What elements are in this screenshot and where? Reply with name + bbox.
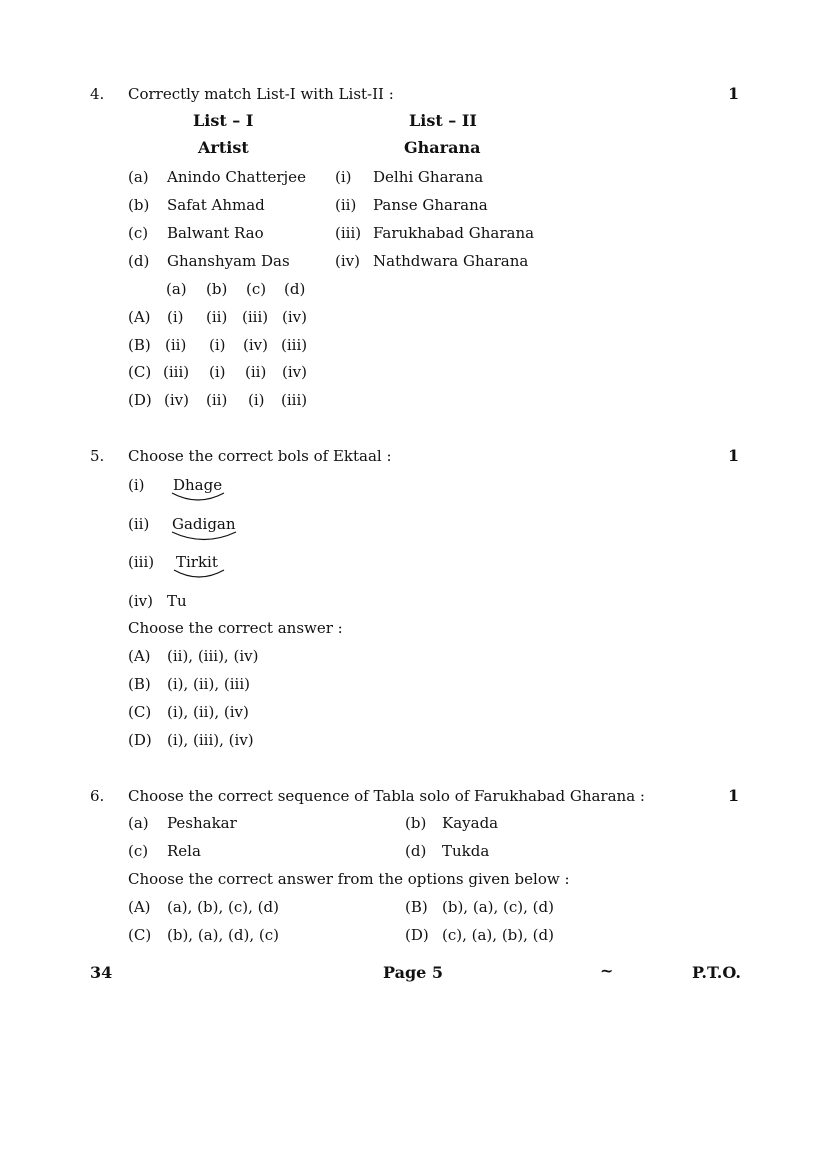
grid-header: (a) <box>166 280 187 298</box>
option-label: (D) <box>405 926 429 944</box>
option-value: (iii) <box>281 336 308 354</box>
option-text: (b), (a), (c), (d) <box>442 898 554 916</box>
list1-label: (d) <box>128 252 150 270</box>
bol-label: (iii) <box>128 553 155 571</box>
list1-item: Anindo Chatterjee <box>167 168 306 186</box>
bol-text: Gadigan <box>172 515 236 533</box>
list2-label: (iii) <box>335 224 362 242</box>
page-number: Page 5 <box>383 963 444 982</box>
q6-number: 6. <box>90 787 105 805</box>
grid-header: (c) <box>246 280 267 298</box>
option-value: (ii) <box>245 363 267 381</box>
option-value: (iii) <box>281 391 308 409</box>
item-label: (d) <box>405 842 427 860</box>
option-label: (C) <box>128 926 152 944</box>
list1-label: (a) <box>128 168 149 186</box>
pto-label: P.T.O. <box>692 963 741 982</box>
list2-item: Delhi Gharana <box>373 168 484 186</box>
q5-prompt: Choose the correct answer : <box>128 619 343 637</box>
item-text: Rela <box>167 842 201 860</box>
list1-label: (b) <box>128 196 150 214</box>
bol-text: Tirkit <box>176 553 218 571</box>
bol-text: Dhage <box>173 476 223 494</box>
option-text: (b), (a), (d), (c) <box>167 926 279 944</box>
list2-item: Nathdwara Gharana <box>373 252 529 270</box>
paper-code: 34 <box>90 963 113 982</box>
option-label: (D) <box>128 731 152 749</box>
list2-heading: List – II <box>409 111 477 130</box>
option-label: (C) <box>128 703 152 721</box>
q6-prompt: Choose the correct answer from the options given below : <box>128 870 570 888</box>
option-value: (iv) <box>243 336 268 354</box>
option-label: (A) <box>128 898 151 916</box>
option-value: (iv) <box>282 363 307 381</box>
item-label: (c) <box>128 842 149 860</box>
q4-number: 4. <box>90 85 105 103</box>
option-label: (B) <box>128 675 151 693</box>
option-value: (i) <box>248 391 265 409</box>
option-value: (ii) <box>206 391 228 409</box>
option-text: (ii), (iii), (iv) <box>167 647 259 665</box>
option-label: (A) <box>128 308 151 326</box>
option-value: (i) <box>167 308 184 326</box>
option-label: (A) <box>128 647 151 665</box>
list1-item: Ghanshyam Das <box>167 252 290 270</box>
item-label: (a) <box>128 814 149 832</box>
q4-marks: 1 <box>728 84 740 103</box>
option-value: (ii) <box>165 336 187 354</box>
list2-label: (ii) <box>335 196 357 214</box>
option-label: (D) <box>128 391 152 409</box>
option-text: (c), (a), (b), (d) <box>442 926 554 944</box>
option-value: (i) <box>209 363 226 381</box>
option-text: (i), (ii), (iii) <box>167 675 250 693</box>
option-text: (i), (ii), (iv) <box>167 703 249 721</box>
bol-label: (iv) <box>128 592 153 610</box>
bol-label: (ii) <box>128 515 150 533</box>
bol-slur-mark <box>170 530 238 543</box>
list1-item: Safat Ahmad <box>167 196 265 214</box>
list1-item: Balwant Rao <box>167 224 264 242</box>
bol-slur-mark <box>170 491 226 503</box>
list2-item: Panse Gharana <box>373 196 488 214</box>
option-value: (iii) <box>163 363 190 381</box>
option-label: (B) <box>405 898 428 916</box>
option-value: (i) <box>209 336 226 354</box>
q5-text: Choose the correct bols of Ektaal : <box>128 447 392 465</box>
bol-text: Tu <box>167 592 187 610</box>
q5-number: 5. <box>90 447 105 465</box>
q6-text: Choose the correct sequence of Tabla solo of Farukhabad Gharana : <box>128 787 645 805</box>
option-value: (iv) <box>282 308 307 326</box>
q4-text: Correctly match List-I with List-II : <box>128 85 394 103</box>
option-text: (i), (iii), (iv) <box>167 731 254 749</box>
q6-marks: 1 <box>728 786 740 805</box>
tilde-mark: ~ <box>600 961 614 980</box>
list1-label: (c) <box>128 224 149 242</box>
q5-marks: 1 <box>728 446 740 465</box>
option-value: (ii) <box>206 308 228 326</box>
list2-label: (iv) <box>335 252 360 270</box>
option-value: (iv) <box>164 391 189 409</box>
grid-header: (b) <box>206 280 228 298</box>
list2-item: Farukhabad Gharana <box>373 224 535 242</box>
option-label: (C) <box>128 363 152 381</box>
item-text: Kayada <box>442 814 499 832</box>
list1-subheading: Artist <box>198 138 249 157</box>
item-text: Peshakar <box>167 814 237 832</box>
item-text: Tukda <box>442 842 490 860</box>
grid-header: (d) <box>284 280 306 298</box>
list2-label: (i) <box>335 168 352 186</box>
list1-heading: List – I <box>193 111 254 130</box>
option-label: (B) <box>128 336 151 354</box>
item-label: (b) <box>405 814 427 832</box>
option-text: (a), (b), (c), (d) <box>167 898 279 916</box>
bol-label: (i) <box>128 476 145 494</box>
option-value: (iii) <box>242 308 269 326</box>
bol-slur-mark <box>172 568 226 580</box>
list2-subheading: Gharana <box>404 138 481 157</box>
